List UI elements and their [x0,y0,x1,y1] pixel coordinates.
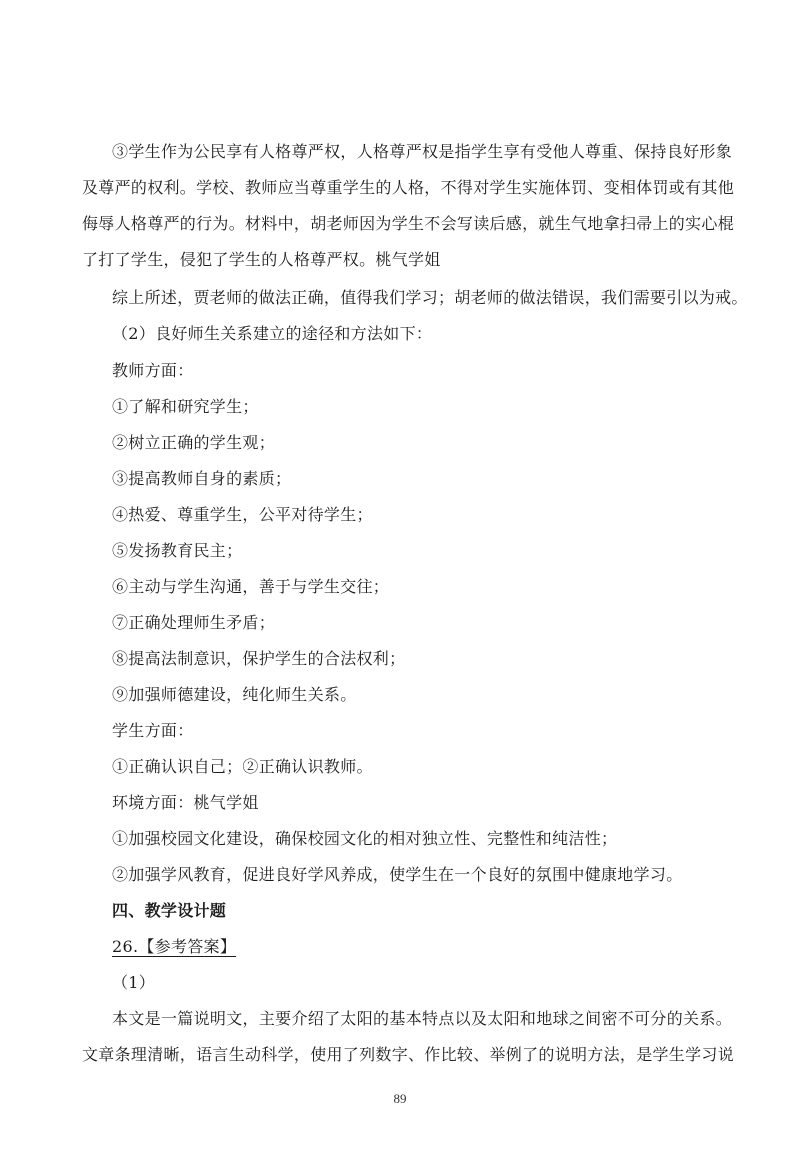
list-item: ⑧提高法制意识，保护学生的合法权利； [112,649,406,668]
list-item: ⑦正确处理师生矛盾； [112,613,276,632]
question-two-intro: （2）良好师生关系建立的途径和方法如下： [112,324,433,343]
list-item: ⑥主动与学生沟通，善于与学生交往； [112,577,390,596]
list-item: ①正确认识自己；②正确认识教师。 [112,757,373,776]
student-heading: 学生方面： [112,721,194,740]
paragraph-line: 文章条理清晰，语言生动科学，使用了列数字、作比较、举例了的说明方法，是学生学习说 [82,1045,735,1064]
environment-heading: 环境方面：桃气学姐 [112,793,259,812]
paragraph-line: 侮辱人格尊严的行为。材料中，胡老师因为学生不会写读后感，就生气地拿扫帚上的实心棍 [82,214,735,233]
list-item: ⑨加强师德建设，纯化师生关系。 [112,685,357,704]
section-heading: 四、教学设计题 [112,901,227,920]
paragraph-line: 及尊严的权利。学校、教师应当尊重学生的人格，不得对学生实施体罚、变相体罚或有其他 [82,178,735,197]
sub-question-number: （1） [112,973,156,992]
list-item: ②树立正确的学生观； [112,433,276,452]
list-item: ①加强校园文化建设，确保校园文化的相对独立性、完整性和纯洁性； [112,829,618,848]
paragraph-line: 本文是一篇说明文，主要介绍了太阳的基本特点以及太阳和地球之间密不可分的关系。 [112,1009,732,1028]
paragraph-line: ③学生作为公民享有人格尊严权，人格尊严权是指学生享有受他人尊重、保持良好形象 [112,142,732,161]
list-item: ④热爱、尊重学生，公平对待学生； [112,505,373,524]
summary-line: 综上所述，贾老师的做法正确，值得我们学习；胡老师的做法错误，我们需要引以为戒。 [112,288,748,307]
list-item: ⑤发扬教育民主； [112,541,243,560]
list-item: ②加强学风教育，促进良好学风养成，使学生在一个良好的氛围中健康地学习。 [112,865,683,884]
list-item: ③提高教师自身的素质； [112,469,292,488]
list-item: ①了解和研究学生； [112,397,259,416]
answer-heading: 26.【参考答案】 [112,937,237,956]
teacher-heading: 教师方面： [112,361,194,380]
paragraph-line: 了打了学生，侵犯了学生的人格尊严权。桃气学姐 [82,250,441,269]
page-number: 89 [393,1091,407,1106]
